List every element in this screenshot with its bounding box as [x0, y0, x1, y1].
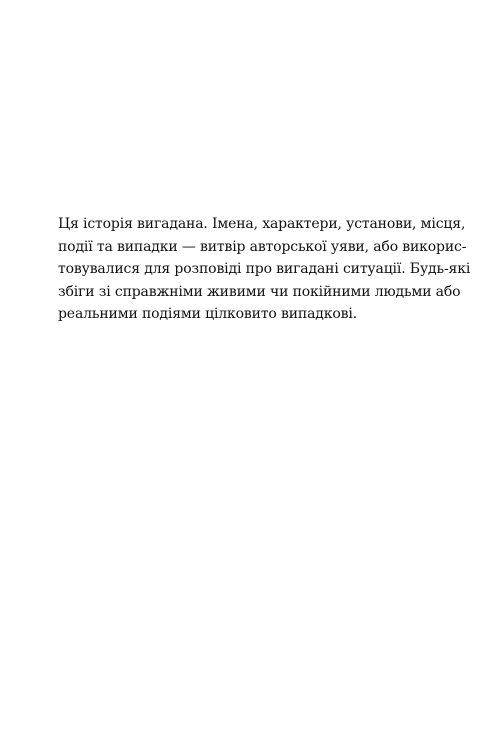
disclaimer-paragraph — [58, 213, 471, 326]
disclaimer-line-4: збіги зі справжніми живими чи покійними людьми або — [58, 283, 461, 300]
disclaimer-line-3: товувалися для розповіді про вигадані ситуації. Будь-які — [58, 261, 471, 277]
disclaimer-line-2: події та випадки — витвір авторської уяви, або викорис- — [58, 238, 467, 255]
disclaimer-line-1: Ця історія вигадана. Імена, характери, установи, місця, — [58, 216, 466, 232]
disclaimer-line-5: реальними подіями цілковито випадкові. — [58, 306, 357, 322]
